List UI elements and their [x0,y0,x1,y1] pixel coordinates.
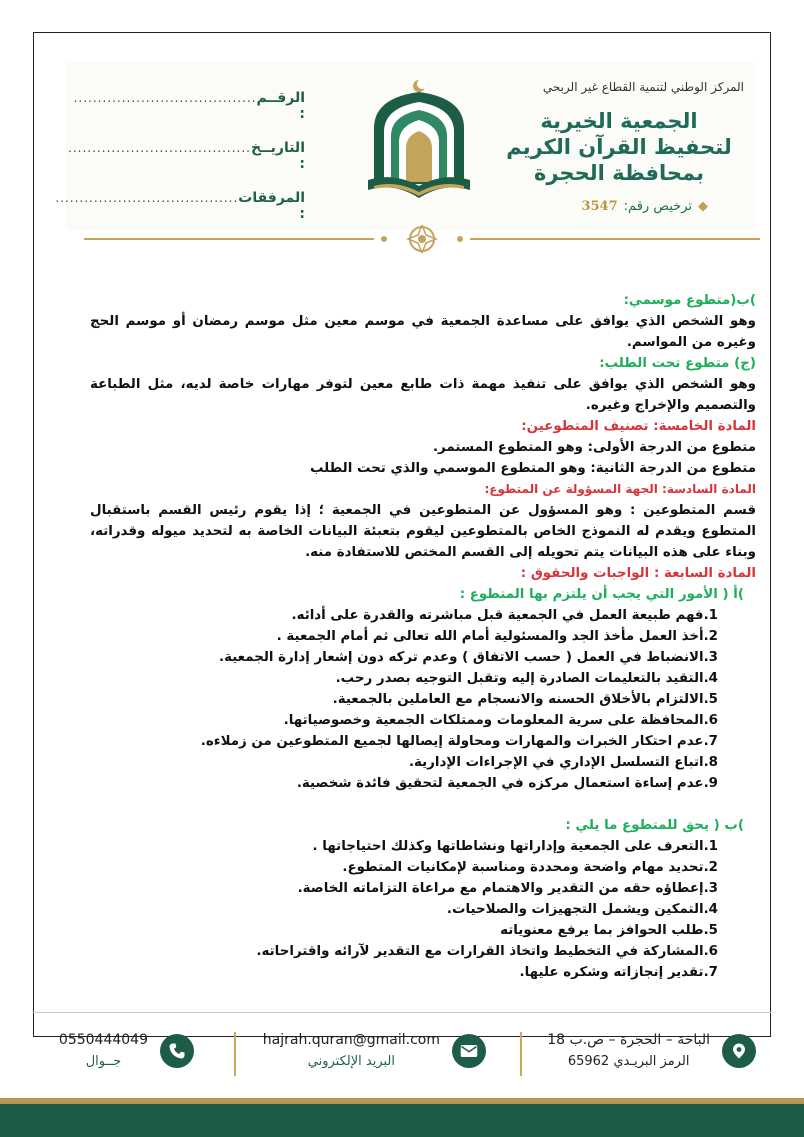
org-name [494,108,744,186]
email-block [263,1032,486,1069]
document-body [90,290,756,983]
list-item: 2.تحديد مهام واضحة ومحددة ومناسبة لإمكانيات المتطوع. [342,860,718,875]
list-item: 6.المحافظة على سرية المعلومات وممتلكات الجمعية وخصوصياتها. [283,713,718,728]
list-item: 2.أخذ العمل مأخذ الجد والمسئولية أمام الله تعالى ثم أمام الجمعية . [276,629,718,644]
seasonal-volunteer-heading: )ب(متطوع موسمي: [623,293,756,308]
spacer [90,794,756,815]
list-item: 1.التعرف على الجمعية وإداراتها ونشاطاتها وكذلك احتياجاتها . [312,839,718,854]
article5-line2: متطوع من الدرجة الثانية: وهو المتطوع الموسمي والذي تحت الطلب [310,461,756,476]
reference-number-field [73,90,305,122]
date-field [68,140,305,172]
duties-list [90,605,718,794]
footer-separator [234,1032,236,1076]
list-item: 3.الانضباط في العمل ( حسب الاتفاق ) وعدم تركه دون إشعار إدارة الجمعية. [219,650,718,665]
attachments-dots: ...................................... [55,191,239,205]
seasonal-volunteer-text: وهو الشخص الذي يوافق على مساعدة الجمعية في موسم معين مثل موسم رمضان أو موسم الحج وغيره من المواسم. [90,314,756,350]
reference-number-dots: ...................................... [73,91,257,105]
article5-heading: المادة الخامسة: تصنيف المتطوعين: [521,419,756,434]
date-label: التاريــخ : [250,140,305,172]
list-item: 6.المشاركة في التخطيط واتخاذ القرارات مع التقدير لآرائه واقتراحاته. [256,944,718,959]
address-line1: الباحة – الحجرة – ص.ب 18 [547,1032,710,1048]
date-dots: ...................................... [68,141,251,155]
phone-icon [160,1034,194,1068]
license-label: ترخيص رقم: [623,199,692,214]
ondemand-volunteer-text: وهو الشخص الذي يوافق على تنفيذ مهمة ذات طابع معين لتوفر مهارات خاصة لديه، مثل الطباعة والتصميم والإخراج وغيره. [90,377,756,413]
list-item: 1.فهم طبيعة العمل في الجمعية قبل مباشرته والقدرة على أدائه. [291,608,718,623]
phone-number[interactable]: 0550444049 [58,1032,148,1048]
list-item: 4.التمكين ويشمل التجهيزات والصلاحيات. [446,902,718,917]
location-icon [722,1034,756,1068]
email-label: البريد الإلكتروني [307,1054,396,1069]
attachments-field [55,190,305,222]
address-block [547,1032,756,1069]
list-item: 9.عدم إساءة استعمال مركزه في الجمعية لتحقيق فائدة شخصية. [296,776,718,791]
postal-code: الرمز البريـدي 65962 [567,1054,690,1069]
list-item: 8.اتباع التسلسل الإداري في الإجراءات الإدارية. [408,755,718,770]
footer-divider [33,1012,771,1013]
phone-block [59,1032,194,1069]
list-item: 5.الالتزام بالأخلاق الحسنه والانسجام مع العاملين بالجمعية. [332,692,718,707]
mail-icon [452,1034,486,1068]
list-item: 5.طلب الحوافز بما يرفع معنوياته [500,923,718,938]
article6-text: قسم المتطوعين : وهو المسؤول عن المتطوعين في الجمعية ؛ إذا يقوم رئيس القسم باستقبال المتطوع ويقدم له النموذج الخاص بالمتطوعين ليقوم بتعبئة البيانات الخاصة به لتحديد ميوله وقدراته، وبناء على هذه البيانات يتم تحويله إلى القسم المختص للاستفادة منه. [90,503,756,560]
rights-list [90,836,718,983]
diamond-icon: ◆ [698,199,708,214]
article6-heading: المادة السادسة: الجهة المسؤولة عن المتطوع: [484,482,756,496]
article5-line1: متطوع من الدرجة الأولى: وهو المتطوع المستمر. [432,440,756,455]
org-name-line1: الجمعية الخيرية [540,109,698,133]
list-item: 4.التقيد بالتعليمات الصادرة إليه وتقبل التوجيه بصدر رحب. [335,671,718,686]
ondemand-volunteer-heading: (ج) متطوع تحت الطلب: [599,356,756,371]
article7-heading: المادة السابعة : الواجبات والحقوق : [520,566,756,581]
footer-band [0,1104,804,1137]
list-item: 7.تقدير إنجازاته وشكره عليها. [519,965,718,980]
ornament-divider [84,225,760,253]
email-address[interactable]: hajrah.quran@gmail.com [262,1032,440,1048]
org-subtitle: المركز الوطني لتنمية القطاع غير الربحي [542,80,744,94]
org-name-line2: لتحفيظ القرآن الكريم [506,135,732,159]
attachments-label: المرفقات : [238,190,305,222]
duties-heading: )أ ( الأمور التي يجب أن يلتزم بها المتطوع : [459,587,744,602]
org-name-line3: بمحافظة الحجرة [533,161,705,185]
reference-number-label: الرقــم : [256,90,305,122]
license [581,199,708,214]
license-number: 3547 [581,199,618,214]
rights-heading: )ب ( يحق للمتطوع ما يلي : [565,818,744,833]
list-item: 7.عدم احتكار الخبرات والمهارات ومحاولة إيصالها لجميع المتطوعين من زملاءه. [200,734,718,749]
logo-emblem [360,76,478,208]
list-item: 3.إعطاؤه حقه من التقدير والاهتمام مع مراعاة التزاماته الخاصة. [297,881,718,896]
ornament-star-icon [408,225,436,253]
phone-label: جــوال [85,1054,122,1069]
footer-separator [520,1032,522,1076]
